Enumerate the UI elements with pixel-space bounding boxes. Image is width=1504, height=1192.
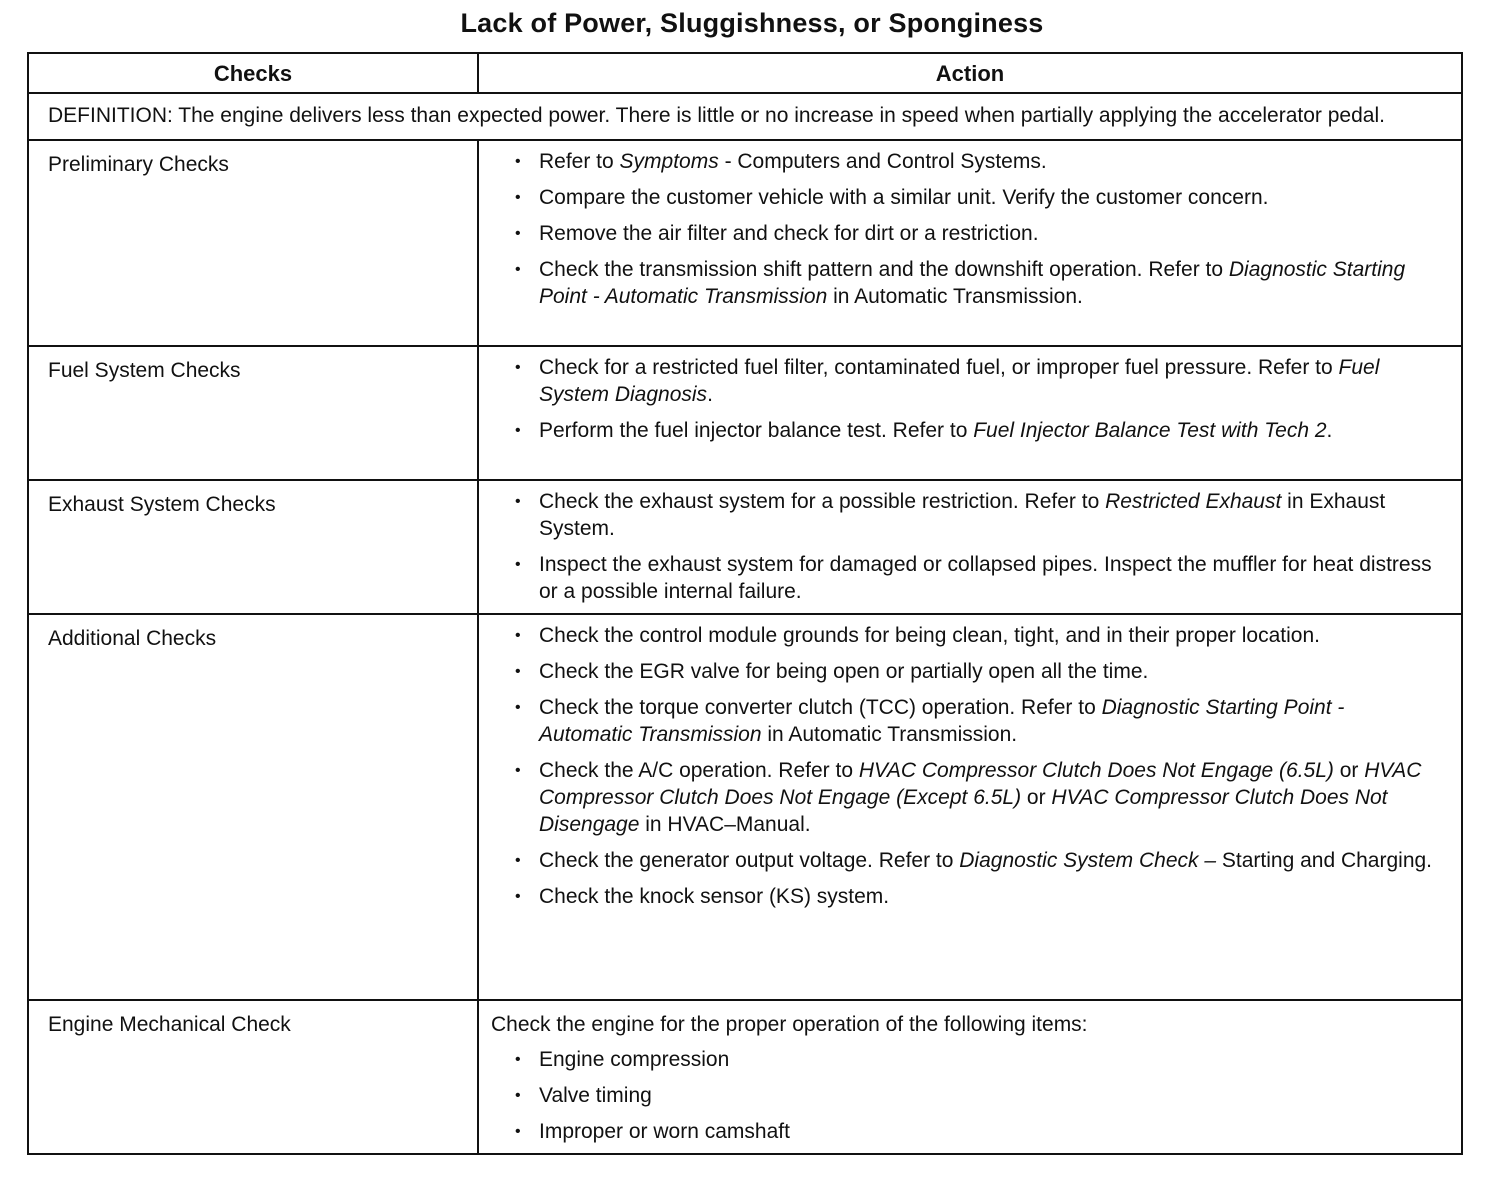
reference-link: Diagnostic System Check – xyxy=(959,849,1217,872)
bullet-icon: • xyxy=(515,663,521,680)
action-item: • Check the EGR valve for being open or partially open all the time. xyxy=(515,660,1149,683)
reference-link: Fuel Injector Balance Test with Tech 2 xyxy=(973,419,1327,442)
action-item: • Check for a restricted fuel filter, contaminated fuel, or improper fuel pressure. Refer to Fuel System Diagnosis. xyxy=(515,356,1380,406)
reference-link: HVAC Compressor Clutch Does Not Engage (6.5L) xyxy=(858,759,1334,782)
definition-row xyxy=(28,93,1462,140)
action-item: • Check the knock sensor (KS) system. xyxy=(515,885,890,908)
bullet-icon: • xyxy=(515,556,521,573)
bullet-icon: • xyxy=(515,699,521,716)
header-checks: Checks xyxy=(28,53,478,93)
action-cell xyxy=(478,140,1462,346)
action-item: • Check the transmission shift pattern and the downshift operation. Refer to Diagnostic Starting Point - Automatic Transmission in Automatic Transmission. xyxy=(515,258,1406,308)
reference-link: Diagnostic Starting Point - Automatic Transmission xyxy=(539,258,1406,308)
action-item: • Inspect the exhaust system for damaged or collapsed pipes. Inspect the muffler for heat distress or a possible internal failure. xyxy=(515,553,1432,603)
bullet-icon: • xyxy=(515,359,521,376)
header-action: Action xyxy=(478,53,1462,93)
check-label: Preliminary Checks xyxy=(28,140,478,346)
bullet-icon: • xyxy=(515,888,521,905)
table-row xyxy=(28,346,1462,480)
bullet-icon: • xyxy=(515,422,521,439)
check-label: Engine Mechanical Check xyxy=(28,1000,478,1154)
bullet-icon: • xyxy=(515,189,521,206)
action-cell xyxy=(478,1000,1462,1154)
reference-link: HVAC Compressor Clutch Does Not Disengage xyxy=(539,786,1388,836)
action-item: • Check the generator output voltage. Refer to Diagnostic System Check – Starting and Charging. xyxy=(515,849,1433,872)
reference-link: Diagnostic Starting Point - Automatic Transmission xyxy=(539,696,1345,746)
table-row xyxy=(28,480,1462,614)
bullet-icon: • xyxy=(515,1087,521,1104)
action-cell xyxy=(478,614,1462,1000)
action-intro: Check the engine for the proper operation of the following items: xyxy=(491,1013,1088,1036)
table-header-row xyxy=(28,53,1462,93)
diagnostic-table xyxy=(27,52,1463,1155)
table-row xyxy=(28,614,1462,1000)
bullet-icon: • xyxy=(515,225,521,242)
action-item: • Check the A/C operation. Refer to HVAC Compressor Clutch Does Not Engage (6.5L) or HVAC Compressor Clutch Does Not Engage (Except 6.5L) or HVAC Compressor Clutch Does Not Disengage in HVAC–Manual. xyxy=(515,759,1422,836)
definition-text: DEFINITION: The engine delivers less than expected power. There is little or no increase in speed when partially applying the accelerator pedal. xyxy=(28,93,1462,140)
action-item: • Check the torque converter clutch (TCC) operation. Refer to Diagnostic Starting Point - Automatic Transmission in Automatic Transmission. xyxy=(515,696,1345,746)
table-row xyxy=(28,1000,1462,1154)
action-item: • Refer to Symptoms - Computers and Control Systems. xyxy=(515,150,1047,173)
reference-link: Fuel System Diagnosis xyxy=(539,356,1380,406)
action-cell xyxy=(478,346,1462,480)
action-item: • Engine compression xyxy=(515,1048,730,1071)
action-item: • Perform the fuel injector balance test. Refer to Fuel Injector Balance Test with Tech 2. xyxy=(515,419,1333,442)
check-label: Fuel System Checks xyxy=(28,346,478,480)
bullet-icon: • xyxy=(515,627,521,644)
action-item: • Compare the customer vehicle with a similar unit. Verify the customer concern. xyxy=(515,186,1269,209)
check-label: Additional Checks xyxy=(28,614,478,1000)
check-label: Exhaust System Checks xyxy=(28,480,478,614)
bullet-icon: • xyxy=(515,1051,521,1068)
bullet-icon: • xyxy=(515,762,521,779)
bullet-icon: • xyxy=(515,1123,521,1140)
action-item: • Check the exhaust system for a possible restriction. Refer to Restricted Exhaust in Exhaust System. xyxy=(515,490,1386,540)
reference-link: Restricted Exhaust xyxy=(1105,490,1282,513)
action-item: • Check the control module grounds for being clean, tight, and in their proper location. xyxy=(515,624,1320,647)
reference-link: HVAC Compressor Clutch Does Not Engage (Except 6.5L) xyxy=(539,759,1422,809)
action-cell xyxy=(478,480,1462,614)
action-item: • Remove the air filter and check for dirt or a restriction. xyxy=(515,222,1039,245)
bullet-icon: • xyxy=(515,852,521,869)
action-item: • Valve timing xyxy=(515,1084,652,1107)
bullet-icon: • xyxy=(515,153,521,170)
action-item: • Improper or worn camshaft xyxy=(515,1120,790,1143)
document-title: Lack of Power, Sluggishness, or Sponginess xyxy=(460,8,1044,38)
bullet-icon: • xyxy=(515,261,521,278)
bullet-icon: • xyxy=(515,493,521,510)
table-row xyxy=(28,140,1462,346)
